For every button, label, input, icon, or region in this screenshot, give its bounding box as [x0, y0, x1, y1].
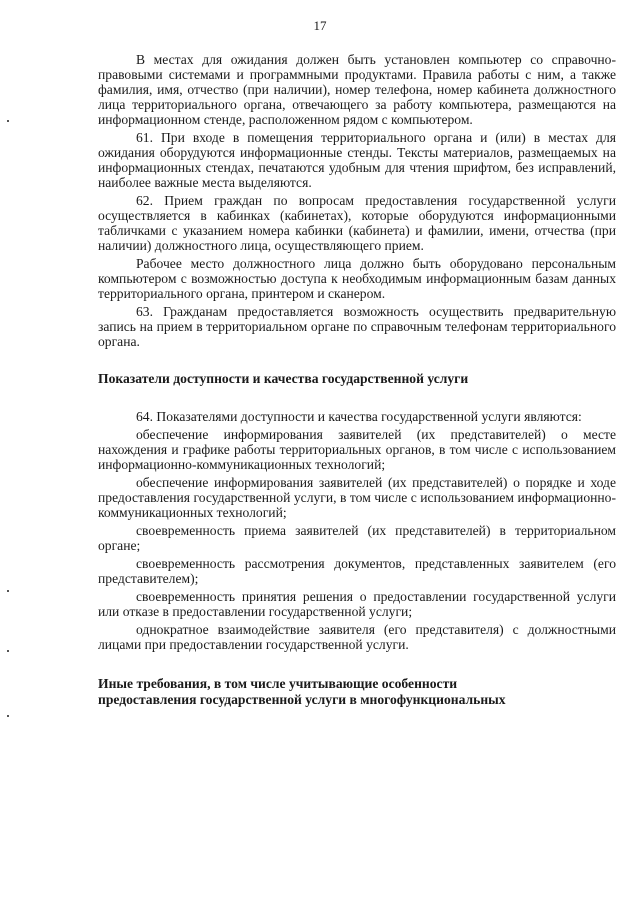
- scan-margin-mark: [7, 590, 9, 592]
- scan-margin-mark: [7, 120, 9, 122]
- scan-margin-mark: [7, 715, 9, 717]
- heading-line: предоставления государственной услуги в многофункциональных: [98, 692, 506, 707]
- paragraph-64: 64. Показателями доступности и качества государственной услуги являются:: [136, 409, 582, 424]
- section-heading-accessibility: Показатели доступности и качества государственной услуги: [98, 371, 469, 386]
- paragraph-workplace: Рабочее место должностного лица должно быть оборудовано персональным компьютером с возможностью доступа к необходимым информационным базам данных территориального органа, принтером и сканером.: [98, 256, 616, 301]
- paragraph-computer-waiting-area: В местах для ожидания должен быть установлен компьютер со справочно-правовыми системами и программными продуктами. Правила работы с ним, а также фамилия, имя, отчество (при наличии), номер телефона, номер кабинета должностного лица территориального органа, отвечающего за работу компьютера, размещаются на информационном стенде, расположенном рядом с компьютером.: [98, 52, 616, 127]
- list-item: своевременность приема заявителей (их представителей) в территориальном органе;: [98, 523, 616, 553]
- paragraph-61: 61. При входе в помещения территориального органа и (или) в местах для ожидания оборудуются информационные стенды. Тексты материалов, размещаемых на информационных стендах, печатаются удобным для чтения шрифтом, без исправлений, наиболее важные места выделяются.: [98, 130, 616, 190]
- list-item: своевременность рассмотрения документов, представленных заявителем (его представителем);: [98, 556, 616, 586]
- heading-line: Иные требования, в том числе учитывающие особенности: [98, 676, 458, 691]
- list-item: обеспечение информирования заявителей (их представителей) о месте нахождения и графике работы территориальных органов, в том числе с использованием информационно-коммуникационных технологий;: [98, 427, 616, 472]
- scan-margin-mark: [7, 650, 9, 652]
- paragraph-63: 63. Гражданам предоставляется возможность осуществить предварительную запись на прием в территориальном органе по справочным телефонам территориального органа.: [98, 304, 616, 349]
- document-body: [98, 52, 616, 708]
- section-heading-other-requirements: [98, 676, 616, 708]
- paragraph-62: 62. Прием граждан по вопросам предоставления государственной услуги осуществляется в кабинках (кабинетах), которые оборудуются информационными табличками с указанием номера кабинки (кабинета) и фамилии, имени, отчества (при наличии) должностного лица, осуществляющего прием.: [98, 193, 616, 253]
- list-item: своевременность принятия решения о предоставлении государственной услуги или отказе в предоставлении государственной услуги;: [98, 589, 616, 619]
- page-number: 17: [313, 18, 327, 33]
- list-item: обеспечение информирования заявителей (их представителей) о порядке и ходе предоставления государственной услуги, в том числе с использованием информационно-коммуникационных технологий;: [98, 475, 616, 520]
- list-item: однократное взаимодействие заявителя (его представителя) с должностными лицами при предоставлении государственной услуги.: [98, 622, 616, 652]
